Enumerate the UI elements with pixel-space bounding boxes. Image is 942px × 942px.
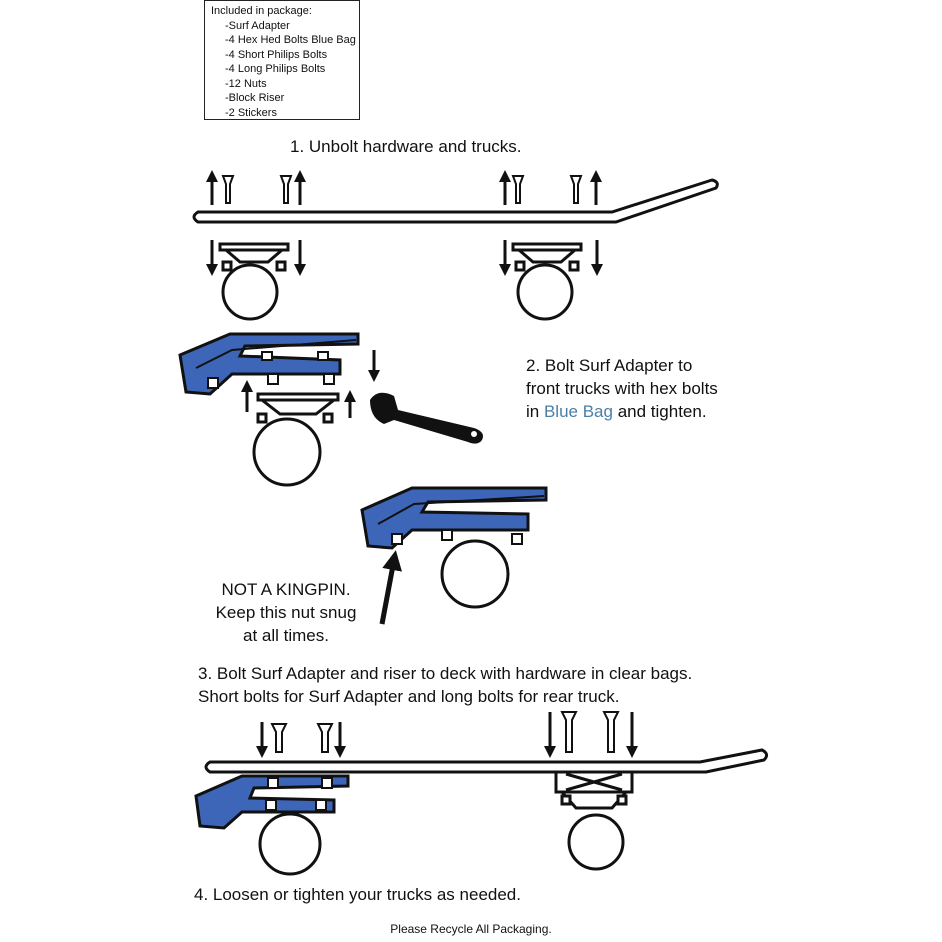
package-item: -4 Short Philips Bolts	[225, 48, 328, 61]
screw-icon	[223, 176, 581, 203]
step3-illustration	[196, 712, 767, 874]
blue-bag-label: Blue Bag	[543, 402, 613, 421]
package-item: -Surf Adapter	[225, 19, 290, 32]
step2-line	[526, 400, 718, 423]
step3-line: Short bolts for Surf Adapter and long bolts for rear truck.	[198, 687, 620, 706]
step1-text: 1. Unbolt hardware and trucks.	[290, 137, 522, 156]
step3-line: 3. Bolt Surf Adapter and riser to deck with hardware in clear bags.	[198, 664, 693, 683]
kingpin-line: Keep this nut snug	[215, 603, 357, 622]
wrench-icon	[370, 393, 483, 444]
down-arrow-icon	[262, 712, 632, 752]
kingpin-line: NOT A KINGPIN.	[221, 580, 351, 599]
package-item: -2 Stickers	[225, 106, 277, 119]
up-arrow-icon	[382, 560, 394, 624]
package-item: -4 Long Philips Bolts	[225, 63, 326, 75]
step2-line-suffix: and tighten.	[612, 402, 707, 421]
step4-text: 4. Loosen or tighten your trucks as needed.	[194, 885, 521, 904]
package-item: -12 Nuts	[225, 77, 267, 90]
up-arrow-icon	[212, 176, 596, 205]
package-contents-box	[204, 0, 360, 120]
kingpin-detail-illustration	[362, 488, 546, 624]
rear-truck	[505, 240, 597, 319]
kingpin-line: at all times.	[243, 626, 329, 645]
kingpin-warning	[196, 578, 376, 647]
step2-text	[526, 354, 718, 423]
step2-line: 2. Bolt Surf Adapter to	[526, 356, 693, 375]
package-item: -Block Riser	[225, 92, 285, 104]
skateboard-deck	[206, 750, 767, 772]
step2-line-prefix: in	[526, 402, 544, 421]
screw-icon	[272, 712, 618, 752]
front-truck	[212, 240, 300, 319]
package-item: -4 Hex Hed Bolts Blue Bag	[225, 34, 356, 46]
step2-line: front trucks with hex bolts	[526, 379, 718, 398]
skateboard-deck	[194, 180, 717, 222]
step3-text	[198, 662, 692, 708]
recycle-footer: Please Recycle All Packaging.	[390, 922, 552, 936]
package-contents-heading: Included in package:	[211, 5, 312, 17]
step2-illustration	[180, 334, 483, 485]
step1-illustration	[194, 176, 717, 319]
block-riser	[556, 772, 632, 869]
